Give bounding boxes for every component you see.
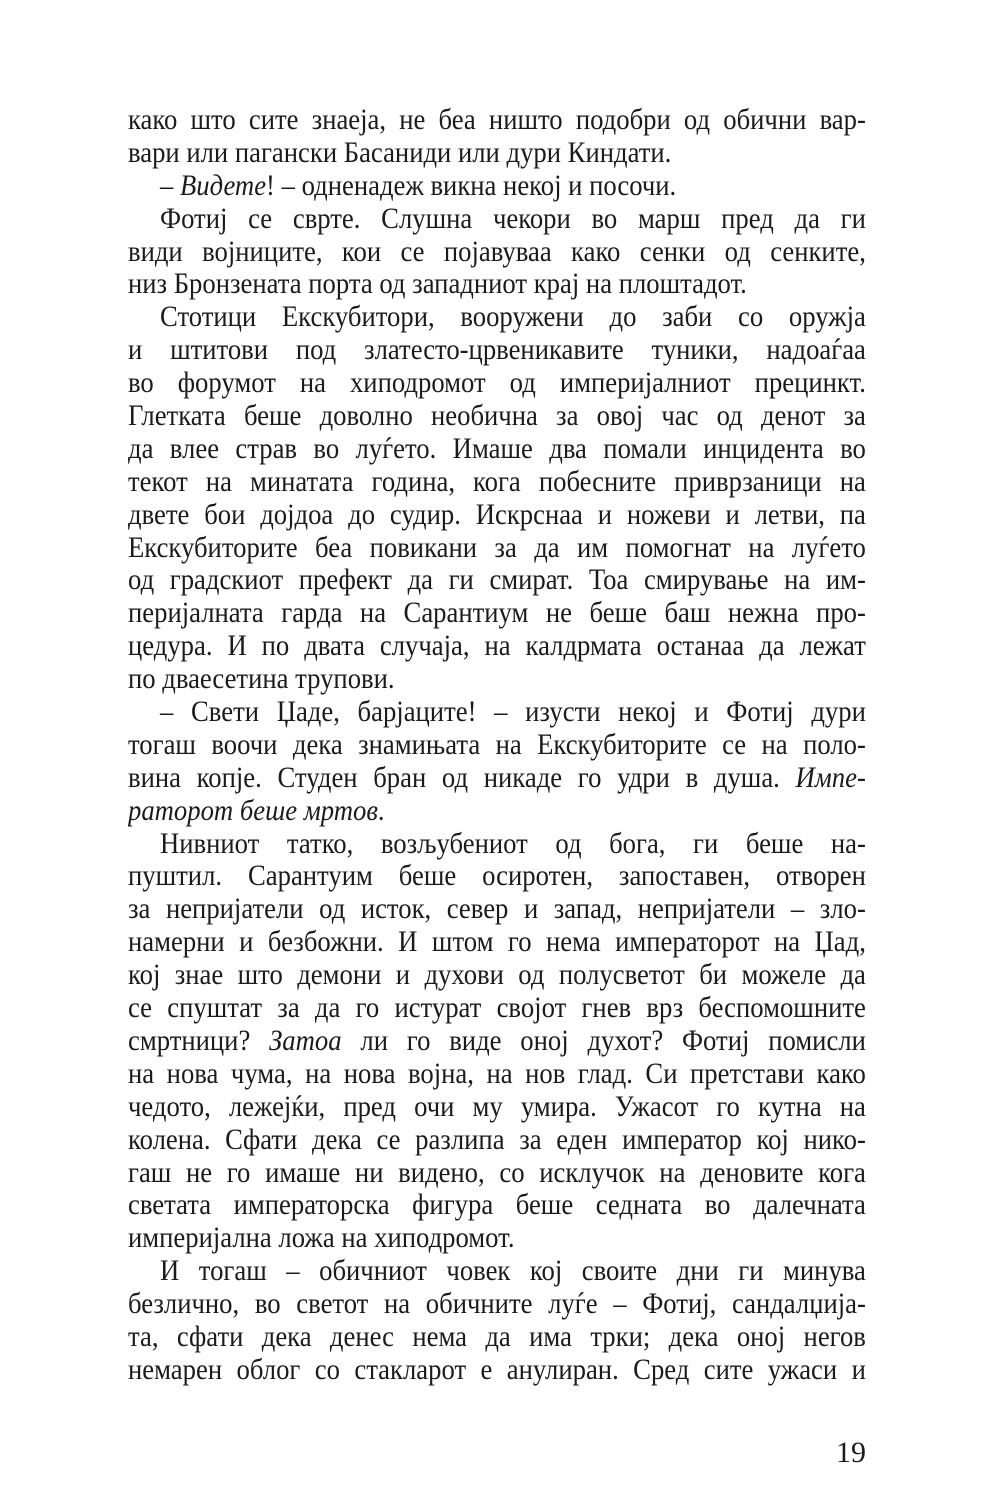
text-line <box>128 400 866 433</box>
text-line <box>128 1189 866 1222</box>
text-segment: . <box>377 794 385 827</box>
text-segment: кој знае што демони и духови од полусветот би можеле да <box>128 959 866 992</box>
text-segment: пуштил. Сарантуим беше осиротен, запоставен, отворен <box>128 860 866 893</box>
text-segment: И тогаш – обичниот човек кој своите дни ги минува <box>160 1255 866 1288</box>
text-segment: смртници? <box>128 1024 270 1057</box>
text-segment: вина копје. Студен бран од никаде го удри в душа. <box>128 761 796 794</box>
text-segment: види војниците, кои се појавуваа како сенки од сенките, <box>128 235 866 268</box>
text-line <box>128 597 866 630</box>
text-line <box>128 992 866 1025</box>
text-line <box>128 1255 866 1288</box>
text-line <box>128 860 866 893</box>
text-segment: ! – одненадеж викна некој и посочи. <box>266 169 677 202</box>
italic-text-segment: Видете <box>180 169 267 202</box>
text-segment: немарен облог со стакларот е анулиран. Сред сите ужаси и <box>128 1353 866 1386</box>
text-segment: тогаш воочи дека знамињата на Екскубиторите се на поло- <box>128 728 866 761</box>
text-line <box>128 334 866 367</box>
text-segment: Стотици Екскубитори, вооружени до заби со оружја <box>160 301 866 334</box>
text-segment: Нивниот татко, возљубениот од бога, ги беше на- <box>160 827 866 860</box>
text-segment: гаш не го имаше ни видено, со исклучок на деновите кога <box>128 1156 866 1189</box>
text-segment: та, сфати дека денес нема да има трки; дека оној негов <box>128 1320 866 1353</box>
text-segment: и штитови под златесто-црвеникавите туники, надоаѓаа <box>128 334 866 367</box>
text-segment: цедура. И по двата случаја, на калдрмата останаа да лежат <box>128 630 866 663</box>
text-segment: се спуштат за да го истурат својот гнев врз беспомошните <box>128 992 866 1025</box>
text-line <box>128 893 866 926</box>
text-line <box>128 268 866 301</box>
text-line <box>128 564 866 597</box>
text-segment: во форумот на хиподромот од империјалниот прецинкт. <box>128 367 866 400</box>
page-number: 19 <box>836 1436 866 1469</box>
text-line <box>128 1058 866 1091</box>
text-line <box>128 1222 866 1255</box>
text-segment: империјална ложа на хиподромот. <box>128 1222 515 1255</box>
text-segment: од градскиот префект да ги смират. Тоа смирување на им- <box>128 564 866 597</box>
text-segment: чедото, лежејќи, пред очи му умира. Ужасот го кутна на <box>128 1090 866 1123</box>
text-segment: за непријатели од исток, север и запад, непријатели – зло- <box>128 893 866 926</box>
text-line <box>128 1124 866 1157</box>
page-text <box>128 104 866 1387</box>
text-segment: светата императорска фигура беше седната во далечната <box>128 1189 866 1222</box>
text-segment: низ Бронзената порта од западниот крај на плоштадот. <box>128 268 747 301</box>
text-line <box>128 236 866 269</box>
text-segment: вари или пагански Басаниди или дури Киндати. <box>128 136 672 169</box>
text-line <box>128 104 866 137</box>
italic-text-segment: Импе- <box>795 761 866 794</box>
text-segment: по дваесетина трупови. <box>128 663 395 696</box>
text-segment: како што сите знаеја, не беа ништо подобри од обични вар- <box>128 104 866 136</box>
text-segment: двете бои дојдоа до судир. Искрснаа и ножеви и летви, па <box>128 498 866 531</box>
text-line <box>128 828 866 861</box>
text-line <box>128 367 866 400</box>
text-line <box>128 1025 866 1058</box>
text-line <box>128 630 866 663</box>
text-segment: намерни и безбожни. И штом го нема императорот на Џад, <box>128 926 866 959</box>
text-line <box>128 137 866 170</box>
text-line <box>128 466 866 499</box>
text-line <box>128 499 866 532</box>
italic-text-segment: раторот беше мртов <box>128 794 378 827</box>
text-line <box>128 1321 866 1354</box>
text-segment: ли го виде оној духот? Фотиј помисли <box>341 1024 866 1057</box>
text-line <box>128 1354 866 1387</box>
text-segment: перијалната гарда на Сарантиум не беше баш нежна про- <box>128 597 866 630</box>
text-segment: безлично, во светот на обичните луѓе – Фотиј, сандалџија- <box>128 1288 866 1321</box>
text-segment: Екскубиторите беа повикани за да им помогнат на луѓето <box>128 531 866 564</box>
text-segment: колена. Сфати дека се разлипа за еден император кој нико- <box>128 1123 866 1156</box>
text-line <box>128 1091 866 1124</box>
text-line <box>128 926 866 959</box>
text-line <box>128 729 866 762</box>
text-line <box>128 663 866 696</box>
text-segment: Глетката беше доволно необична за овој час од денот за <box>128 400 866 433</box>
text-line <box>128 433 866 466</box>
text-segment: на нова чума, на нова војна, на нов глад. Си претстави како <box>128 1057 866 1090</box>
text-line <box>128 1157 866 1190</box>
text-line <box>128 532 866 565</box>
text-line <box>128 762 866 795</box>
text-segment: да влее страв во луѓето. Имаше два помали инцидента во <box>128 432 866 465</box>
text-line <box>128 795 866 828</box>
text-segment: – <box>160 169 181 202</box>
text-line <box>128 203 866 236</box>
text-line <box>128 959 866 992</box>
italic-text-segment: Затоа <box>269 1024 342 1057</box>
text-line <box>128 1288 866 1321</box>
text-line <box>128 170 866 203</box>
text-line <box>128 696 866 729</box>
text-segment: Фотиј се сврте. Слушна чекори во марш пред да ги <box>160 202 866 235</box>
text-segment: текот на минатата година, кога побесните приврзаници на <box>128 465 866 498</box>
text-segment: – Свети Џаде, барјаците! – изусти некој и Фотиј дури <box>160 696 866 729</box>
text-line <box>128 301 866 334</box>
